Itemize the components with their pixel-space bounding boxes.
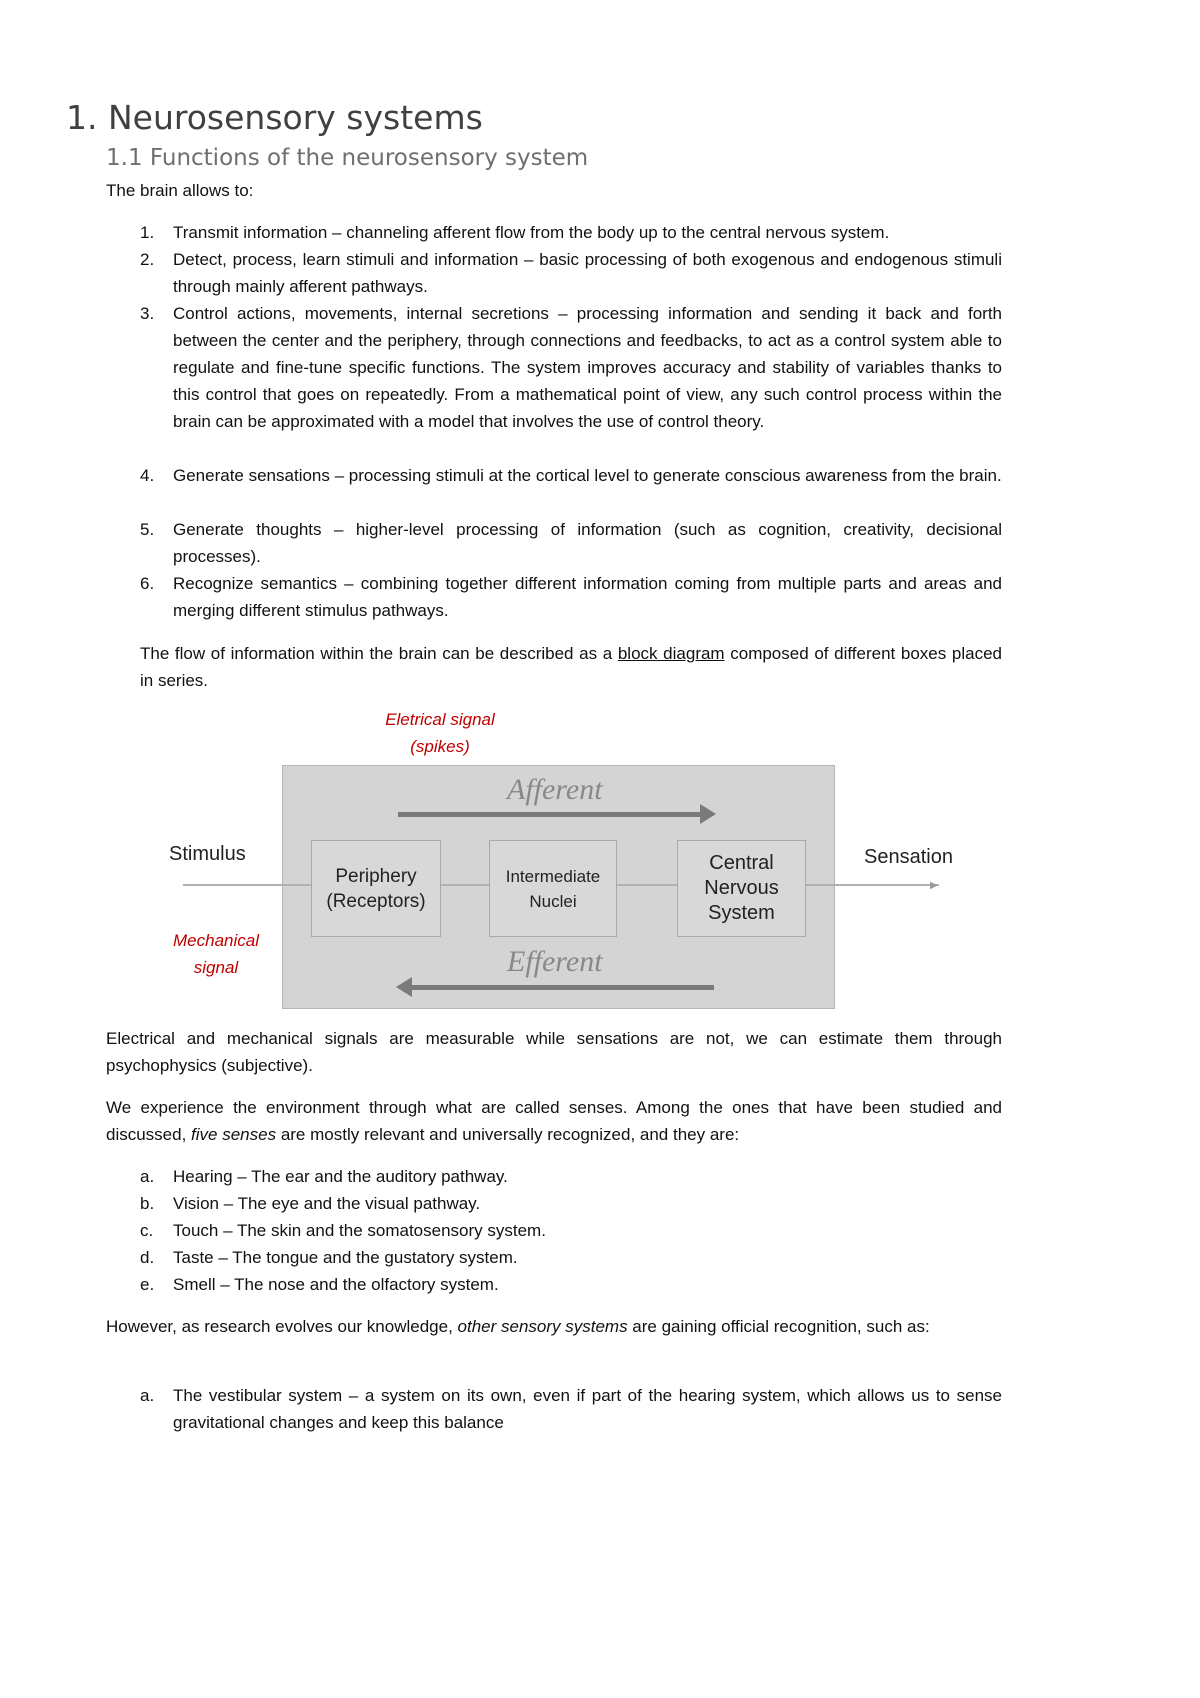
list-number: 4. [140, 466, 155, 485]
list-number: 5. [140, 520, 155, 539]
block-diagram-link[interactable]: block diagram [617, 644, 725, 663]
list-letter: b. [140, 1194, 155, 1213]
list-item [140, 462, 1002, 489]
list-text: Recognize semantics – combining together different information coming from multiple parts and areas and merging different stimulus pathways. [173, 574, 1002, 620]
list-letter: c. [140, 1221, 154, 1240]
heading-1: 1. Neurosensory systems [66, 98, 483, 137]
list-item [140, 1163, 1002, 1190]
list-text: Vision – The eye and the visual pathway. [173, 1194, 481, 1213]
list-text: Taste – The tongue and the gustatory system. [173, 1248, 518, 1267]
list-text: The vestibular system – a system on its own, even if part of the hearing system, which allows us to sense gravitational changes and keep this balance [173, 1386, 1002, 1432]
heading-2: 1.1 Functions of the neurosensory system [106, 145, 589, 171]
list-text: Hearing – The ear and the auditory pathway. [173, 1167, 508, 1186]
list-text: Control actions, movements, internal secretions – processing information and sending it back and forth between the center and the periphery, through connections and feedbacks, to act as a control system able to regulate and fine-tune specific functions. The system improves accuracy and stability of variables thanks to this control that goes on repeatedly. From a mathematical point of view, any such control process within the brain can be approximated with a model that involves the use of control theory. [173, 304, 1002, 431]
list-number: 3. [140, 304, 155, 323]
intro-text: The brain allows to: [106, 181, 254, 200]
list-item [140, 1271, 1002, 1298]
list-text: Touch – The skin and the somatosensory system. [173, 1221, 546, 1240]
stimulus-label: Stimulus [169, 843, 246, 865]
list-text: Generate thoughts – higher-level processing of information (such as cognition, creativity, decisional processes). [173, 520, 1002, 566]
efferent-arrow-head-icon [396, 977, 412, 997]
efferent-label: Efferent [507, 945, 603, 978]
list-text: Transmit information – channeling afferent flow from the body up to the central nervous system. [173, 223, 890, 242]
list-number: 6. [140, 574, 155, 593]
list-letter: a. [140, 1386, 155, 1405]
list-letter: a. [140, 1167, 155, 1186]
periphery-box: Periphery (Receptors) [311, 840, 441, 937]
mechanical-signal-label: Mechanical signal [173, 931, 259, 977]
afferent-arrow-head-icon [700, 804, 716, 824]
electrical-signal-label: Eletrical signal (spikes) [385, 710, 495, 756]
list-item [140, 516, 1002, 570]
other-systems-paragraph: However, as research evolves our knowledge, other sensory systems are gaining official recognition, such as: [106, 1317, 930, 1336]
measurability-paragraph: Electrical and mechanical signals are measurable while sensations are not, we can estimate them through psychophysics (subjective). [106, 1029, 1002, 1075]
cns-box: Central Nervous System [677, 840, 806, 937]
list-item [140, 1382, 1002, 1436]
list-number: 2. [140, 250, 155, 269]
list-text: Smell – The nose and the olfactory system. [173, 1275, 499, 1294]
list-text: Generate sensations – processing stimuli at the cortical level to generate conscious awareness from the brain. [173, 466, 1002, 485]
arrow-head-icon: ▶ [930, 880, 938, 891]
list-number: 1. [140, 223, 155, 242]
list-item [140, 1190, 1002, 1217]
list-item [140, 1217, 1002, 1244]
list-item [140, 219, 1002, 246]
list-item [140, 1244, 1002, 1271]
intermediate-nuclei-box: Intermediate Nuclei [489, 840, 617, 937]
sensation-label: Sensation [864, 846, 953, 868]
list-letter: d. [140, 1248, 155, 1267]
senses-paragraph: We experience the environment through what are called senses. Among the ones that have been studied and discussed, five senses are mostly relevant and universally recognized, and they are: [106, 1098, 1002, 1144]
list-item [140, 570, 1002, 624]
afferent-label: Afferent [507, 773, 603, 806]
list-item [140, 246, 1002, 300]
flow-paragraph: The flow of information within the brain can be described as a block diagram composed of different boxes placed in series. [140, 644, 1002, 690]
list-text: Detect, process, learn stimuli and information – basic processing of both exogenous and endogenous stimuli through mainly afferent pathways. [173, 250, 1002, 296]
efferent-arrow [410, 985, 714, 990]
list-letter: e. [140, 1275, 155, 1294]
afferent-arrow [398, 812, 706, 817]
list-item [140, 300, 1002, 435]
